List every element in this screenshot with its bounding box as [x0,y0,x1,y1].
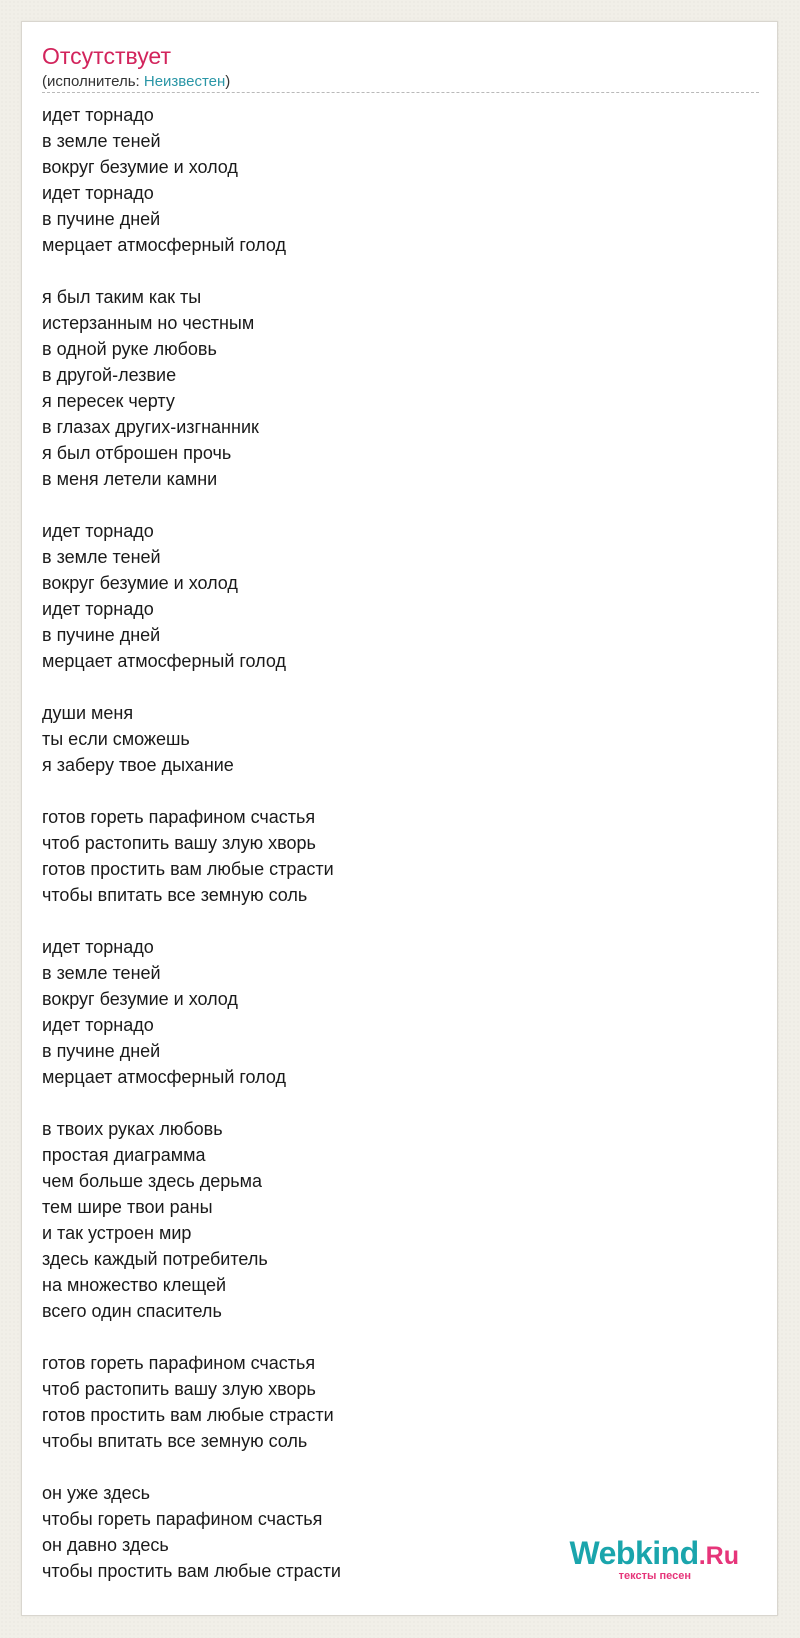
artist-link[interactable]: Неизвестен [143,73,226,90]
site-logo[interactable] [539,1535,739,1585]
logo-tagline: тексты песен [618,1570,691,1582]
artist-line [42,72,230,92]
lyrics-card [21,21,778,1616]
artist-prefix: (исполнитель: [42,73,144,90]
lyrics-text: идет торнадо в земле теней вокруг безумие и холод идет торнадо в пучине дней мерцает атмосферный голод я был таким как ты истерзанным но честным в одной руке любовь в другой-лезвие я пересек черту в глазах других-изгнанник я был отброшен прочь в меня летели камни идет торнадо в земле теней вокруг безумие и холод идет торнадо в пучине дней мерцает атмосферный голод души меня ты если сможешь я заберу твое дыхание готов гореть парафином счастья чтоб растопить вашу злую хворь готов простить вам любые страсти чтобы впитать все земную соль идет торнадо в земле теней вокруг безумие и холод идет торнадо в пучине дней мерцает атмосферный голод в твоих руках любовь простая диаграмма чем больше здесь дерьма тем шире твои раны и так устроен мир здесь каждый потребитель на множество клещей всего один спаситель готов гореть парафином счастья чтоб растопить вашу злую хворь готов простить вам любые страсти чтобы впитать все земную соль он уже здесь чтобы гореть парафином счастья он давно здесь чтобы простить вам любые страсти [42,105,341,1581]
artist-suffix: ) [225,73,231,90]
song-title: Отсутствует [42,43,171,69]
logo-word: Webkind [569,1535,699,1571]
title-divider [42,92,759,93]
logo-domain: .Ru [698,1542,739,1570]
